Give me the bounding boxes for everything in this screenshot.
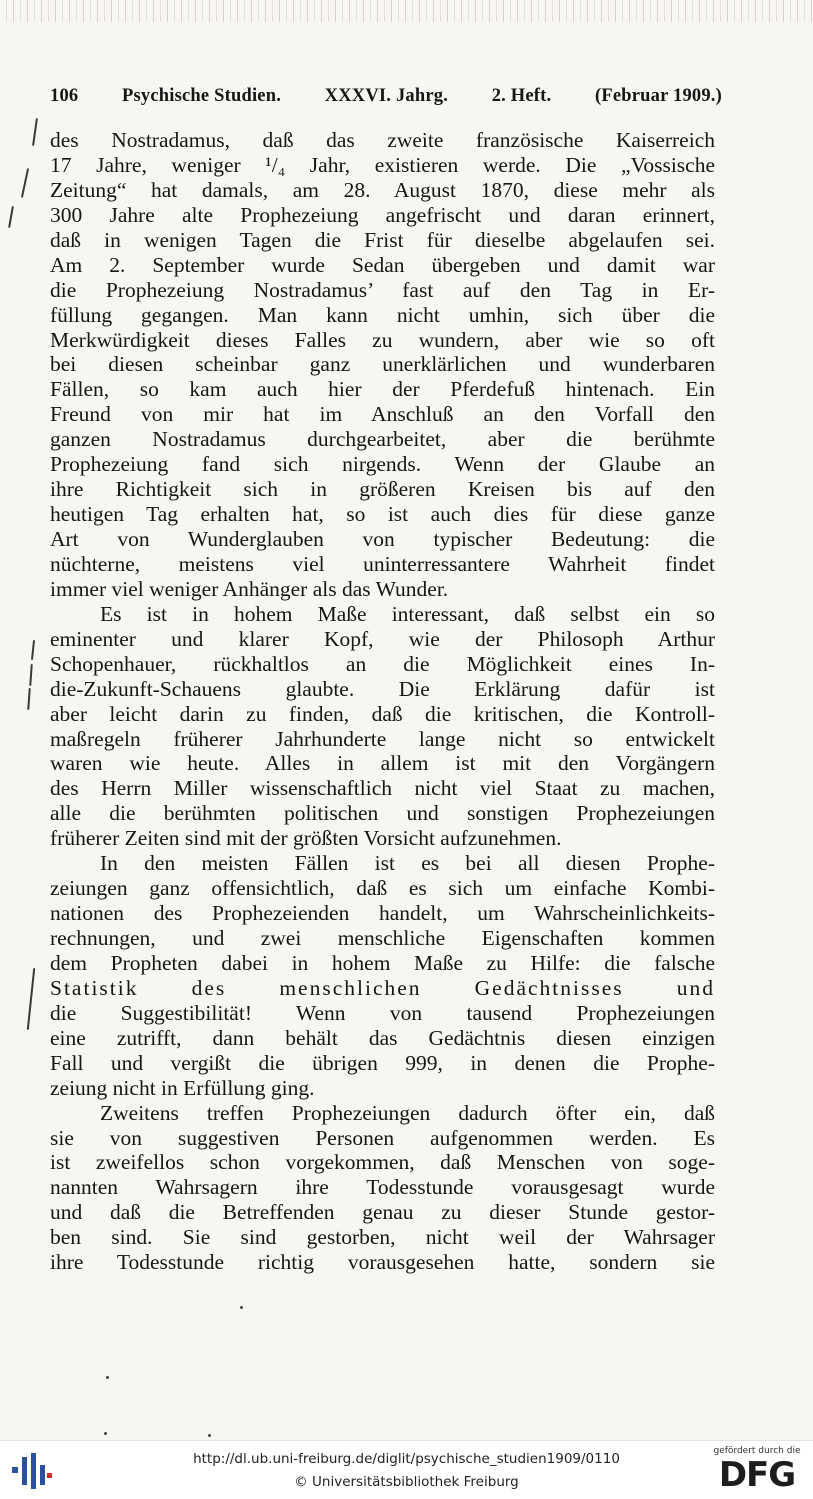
- text-line: ihre Richtigkeit sich in größeren Kreisen bis auf den: [50, 477, 715, 502]
- dfg-wordmark: DFG: [718, 1455, 796, 1495]
- text-line: Zeitung“ hat damals, am 28. August 1870, diese mehr als: [50, 177, 715, 202]
- text-line: Es ist in hohem Maße interessant, daß selbst ein so: [100, 601, 715, 626]
- journal-title: Psychische Studien.: [122, 86, 282, 106]
- text-line: die Prophezeiung Nostradamus’ fast auf den Tag in Er-: [50, 277, 715, 302]
- margin-bracket: [27, 968, 35, 1030]
- margin-mark: [27, 688, 31, 710]
- copyright-notice: © Universitätsbibliothek Freiburg: [294, 1474, 519, 1490]
- text-line: ist zweifellos schon vorgekommen, daß Menschen von soge-: [50, 1150, 715, 1175]
- text-line: Merkwürdigkeit dieses Falles zu wundern, aber wie so oft: [50, 327, 715, 352]
- text-line: 300 Jahre alte Prophezeiung angefrischt und daran erinnert,: [50, 202, 715, 227]
- scan-speck: [106, 1376, 109, 1379]
- text-line: früherer Zeiten sind mit der größten Vorsicht aufzunehmen.: [50, 826, 562, 851]
- text-line: ihre Todesstunde richtig vorausgesehen hatte, sondern sie: [50, 1250, 715, 1275]
- text-line: bei diesen scheinbar ganz unerklärlichen und wunderbaren: [50, 352, 715, 377]
- text-line: die Suggestibilität! Wenn von tausend Prophezeiungen: [50, 1000, 715, 1025]
- text-line: rechnungen, und zwei menschliche Eigenschaften kommen: [50, 926, 715, 950]
- scan-speck: [208, 1434, 211, 1437]
- page-number: 106: [50, 86, 79, 106]
- text-line: Schopenhauer, rückhaltlos an die Möglichkeit eines In-: [50, 651, 715, 676]
- text-line: Am 2. September wurde Sedan übergeben und damit war: [50, 252, 715, 277]
- scan-speck: [240, 1306, 243, 1309]
- text-line: Freund von mir hat im Anschluß an den Vorfall den: [50, 402, 715, 427]
- text-line: Prophezeiung fand sich nirgends. Wenn der Glaube an: [50, 452, 715, 477]
- issue: 2. Heft.: [491, 86, 552, 106]
- text-line: aber leicht darin zu finden, daß die kritischen, die Kontroll-: [50, 701, 715, 726]
- text-line: daß in wenigen Tagen die Frist für dieselbe abgelaufen sei.: [50, 227, 715, 252]
- text-line: nationen des Prophezeienden handelt, um Wahrscheinlichkeits-: [50, 901, 715, 926]
- text-line: füllung gegangen. Man kann nicht umhin, sich über die: [50, 302, 715, 327]
- viewer-footer: [0, 1440, 813, 1499]
- issue-date: (Februar 1909.): [594, 86, 722, 106]
- page-header: [50, 86, 722, 107]
- text-line: eminenter und klarer Kopf, wie der Philosoph Arthur: [50, 626, 715, 651]
- text-line: 17 Jahre, weniger ¹/₄ Jahr, existieren werde. Die „Vossische: [50, 152, 715, 177]
- text-line: Zweitens treffen Prophezeiungen dadurch öfter ein, daß: [100, 1100, 715, 1125]
- text-line: sie von suggestiven Personen aufgenommen werden. Es: [50, 1125, 715, 1150]
- text-line: nüchterne, meistens viel uninterressantere Wahrheit findet: [50, 551, 715, 576]
- text-line: zeiung nicht in Erfüllung ging.: [50, 1075, 315, 1100]
- margin-mark: [31, 640, 35, 660]
- margin-mark: [32, 118, 38, 146]
- page-url-link[interactable]: http://dl.ub.uni-freiburg.de/diglit/psychische_studien1909/0110: [193, 1451, 620, 1467]
- text-line: eine zutrifft, dann behält das Gedächtnis diesen einzigen: [50, 1025, 715, 1050]
- text-line: immer viel weniger Anhänger als das Wunder.: [50, 576, 449, 601]
- margin-mark: [21, 168, 29, 198]
- text-line: nannten Wahrsagern ihre Todesstunde vorausgesagt wurde: [50, 1175, 715, 1200]
- volume: XXXVI. Jahrg.: [324, 86, 449, 106]
- text-line: alle die berühmten politischen und sonstigen Prophezeiungen: [50, 801, 715, 826]
- dfg-caption: gefördert durch die: [713, 1446, 801, 1456]
- text-line: waren wie heute. Alles in allem ist mit den Vorgängern: [50, 751, 715, 776]
- margin-mark: [29, 664, 33, 686]
- text-line: ben sind. Sie sind gestorben, nicht weil der Wahrsager: [50, 1225, 715, 1250]
- text-line: In den meisten Fällen ist es bei all diesen Prophe-: [100, 851, 715, 876]
- text-line: des Nostradamus, daß das zweite französische Kaiserreich: [50, 128, 715, 152]
- text-line: Fällen, so kam auch hier der Pferdefuß hintenach. Ein: [50, 377, 715, 402]
- text-line: ganzen Nostradamus durchgearbeitet, aber die berühmte: [50, 427, 715, 452]
- text-line: Art von Wunderglauben von typischer Bedeutung: die: [50, 527, 715, 551]
- text-line: dem Propheten dabei in hohem Maße zu Hilfe: die falsche: [50, 950, 715, 975]
- scan-speck: [104, 1432, 107, 1435]
- text-line: Fall und vergißt die übrigen 999, in denen die Prophe-: [50, 1050, 715, 1075]
- text-line: und daß die Betreffenden genau zu dieser Stunde gestor-: [50, 1200, 715, 1225]
- text-line: heutigen Tag erhalten hat, so ist auch dies für diese ganze: [50, 502, 715, 527]
- scan-noise-top: [0, 0, 813, 22]
- margin-mark: [8, 206, 14, 228]
- text-line: maßregeln früherer Jahrhunderte lange nicht so entwickelt: [50, 726, 715, 751]
- dfg-logo: [711, 1445, 803, 1495]
- text-line: die-Zukunft-Schauens glaubte. Die Erklärung dafür ist: [50, 676, 715, 701]
- text-line: zeiungen ganz offensichtlich, daß es sich um einfache Kombi-: [50, 876, 715, 901]
- text-line: Statistik des menschlichen Gedächtnisses und: [50, 975, 715, 1000]
- body-text: [50, 128, 715, 1275]
- text-line: des Herrn Miller wissenschaftlich nicht viel Staat zu machen,: [50, 776, 715, 801]
